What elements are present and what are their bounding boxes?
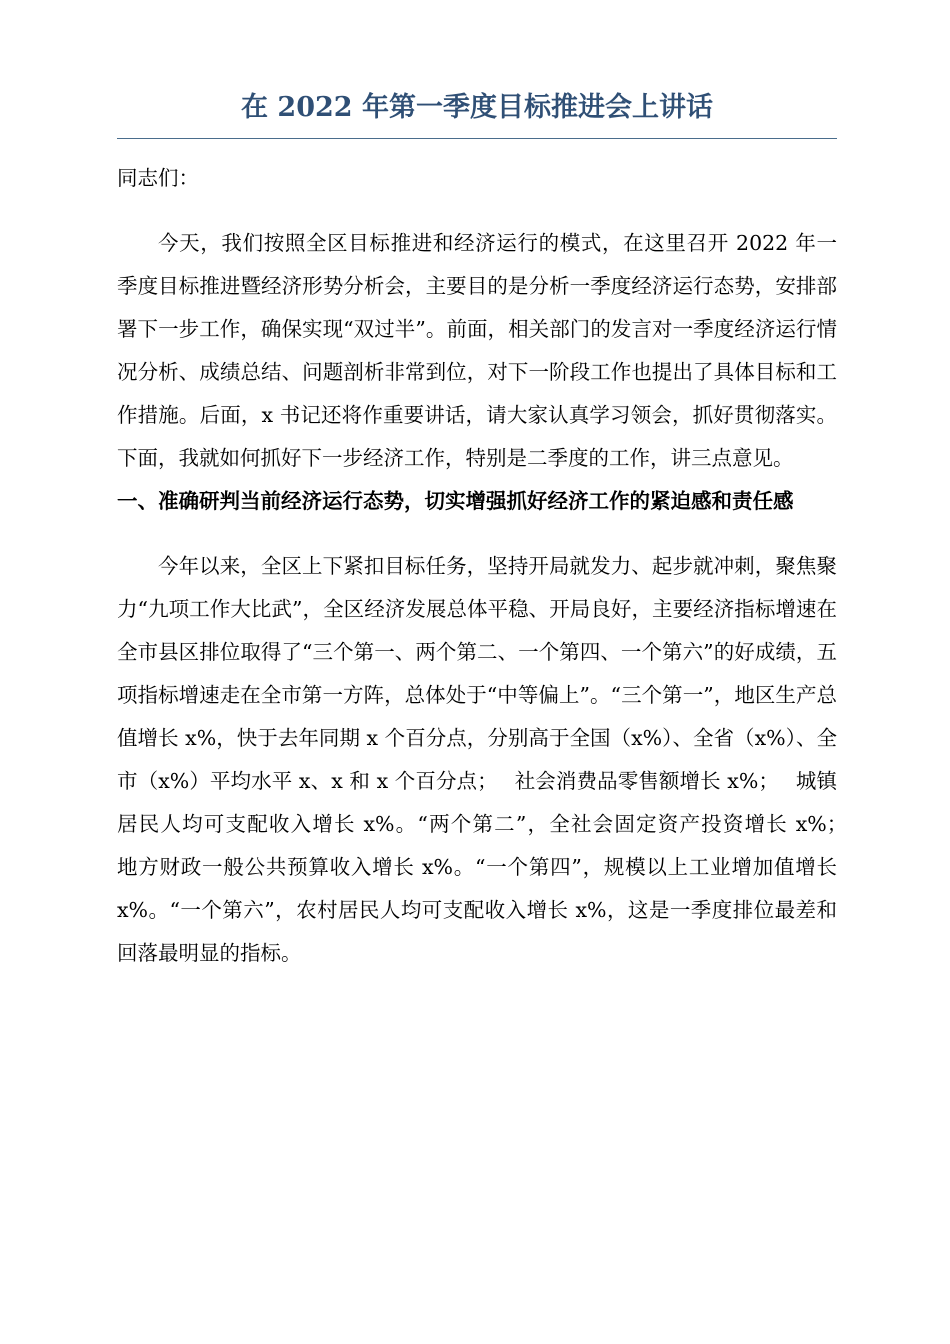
- paragraph-section-1: 今年以来，全区上下紧扣目标任务，坚持开局就发力、起步就冲刺，聚焦聚力“九项工作大比武”，全区经济发展总体平稳、开局良好，主要经济指标增速在全市县区排位取得了“三个第一、两个第二、一个第四、一个第六”的好成绩，五项指标增速走在全市第一方阵，总体处于“中等偏上”。“三个第一”，地区生产总值增长 x%，快于去年同期 x 个百分点，分别高于全国（x%）、全省（x%）、全市（x%）平均水平 x、x 和 x 个百分点； 社会消费品零售额增长 x%； 城镇居民人均可支配收入增长 x%。“两个第二”，全社会固定资产投资增长 x%； 地方财政一般公共预算收入增长 x%。“一个第四”，规模以上工业增加值增长 x%。“一个第六”，农村居民人均可支配收入增长 x%，这是一季度排位最差和回落最明显的指标。: [117, 554, 865, 965]
- document-page: [117, 88, 865, 975]
- salutation: 同志们：: [117, 166, 199, 190]
- section-heading-1: 一、准确研判当前经济运行态势，切实增强抓好经济工作的紧迫感和责任感: [117, 489, 794, 513]
- document-title: 在 2022 年第一季度目标推进会上讲话: [117, 88, 837, 139]
- paragraph-intro: 今天，我们按照全区目标推进和经济运行的模式，在这里召开 2022 年一季度目标推进暨经济形势分析会，主要目的是分析一季度经济运行态势，安排部署下一步工作，确保实现“双过半”。前面，相关部门的发言对一季度经济运行情况分析、成绩总结、问题剖析非常到位，对下一阶段工作也提出了具体目标和工作措施。后面，x 书记还将作重要讲话，请大家认真学习领会，抓好贯彻落实。下面，我就如何抓好下一步经济工作，特别是二季度的工作，讲三点意见。: [117, 231, 837, 470]
